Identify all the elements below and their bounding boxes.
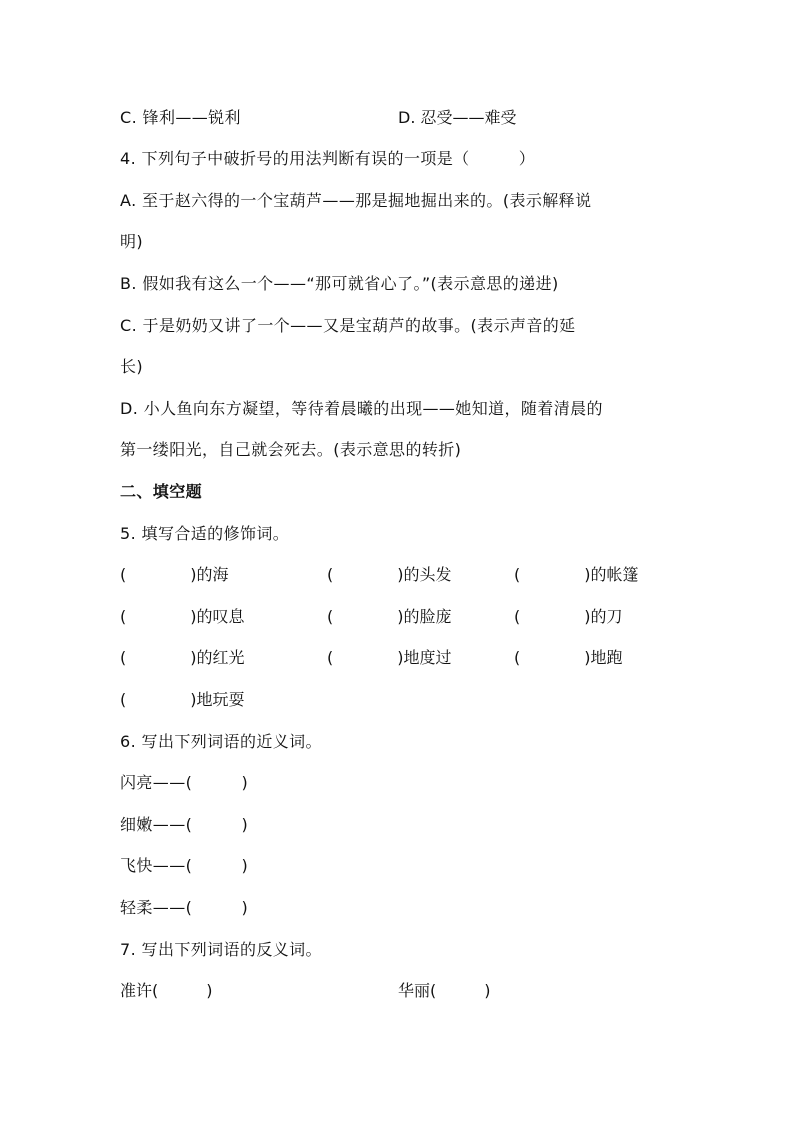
q7-item-right: 华丽( ): [398, 981, 491, 1000]
q5-blank: ( )的头发: [327, 565, 452, 584]
q5-blank: ( )地跑: [514, 648, 623, 667]
q4-option-a-cont: 明): [120, 232, 144, 251]
q3-option-d: D. 忍受——难受: [398, 108, 517, 127]
q3-option-c: C. 锋利——锐利: [120, 108, 241, 127]
q5-blank: ( )地玩耍: [120, 690, 245, 709]
q5-blank: ( )的叹息: [120, 607, 245, 626]
q7-stem: 7. 写出下列词语的反义词。: [120, 940, 322, 959]
q6-item: 细嫩——( ): [120, 815, 249, 834]
q5-blank: ( )的脸庞: [327, 607, 452, 626]
q6-item: 轻柔——( ): [120, 898, 249, 917]
q5-stem: 5. 填写合适的修饰词。: [120, 524, 290, 543]
q6-item: 飞快——( ): [120, 856, 249, 875]
q5-blank: ( )的海: [120, 565, 229, 584]
q4-option-d: D. 小人鱼向东方凝望，等待着晨曦的出现——她知道，随着清晨的: [120, 399, 603, 418]
q4-option-b: B. 假如我有这么一个——“那可就省心了。”(表示意思的递进): [120, 274, 559, 293]
q4-option-c: C. 于是奶奶又讲了一个——又是宝葫芦的故事。(表示声音的延: [120, 316, 576, 335]
q5-blank: ( )的刀: [514, 607, 623, 626]
q4-stem: 4. 下列句子中破折号的用法判断有误的一项是（ ）: [120, 149, 536, 168]
section-title: 二、填空题: [120, 482, 203, 501]
q4-option-a: A. 至于赵六得的一个宝葫芦——那是掘地掘出来的。(表示解释说: [120, 191, 592, 210]
q4-option-c-cont: 长): [120, 357, 144, 376]
q5-blank: ( )的红光: [120, 648, 245, 667]
q7-item-left: 准许( ): [120, 981, 213, 1000]
q4-option-d-cont: 第一缕阳光，自己就会死去。(表示意思的转折): [120, 440, 462, 459]
q6-item: 闪亮——( ): [120, 773, 249, 792]
q5-blank: ( )的帐篷: [514, 565, 639, 584]
q6-stem: 6. 写出下列词语的近义词。: [120, 732, 322, 751]
q5-blank: ( )地度过: [327, 648, 452, 667]
